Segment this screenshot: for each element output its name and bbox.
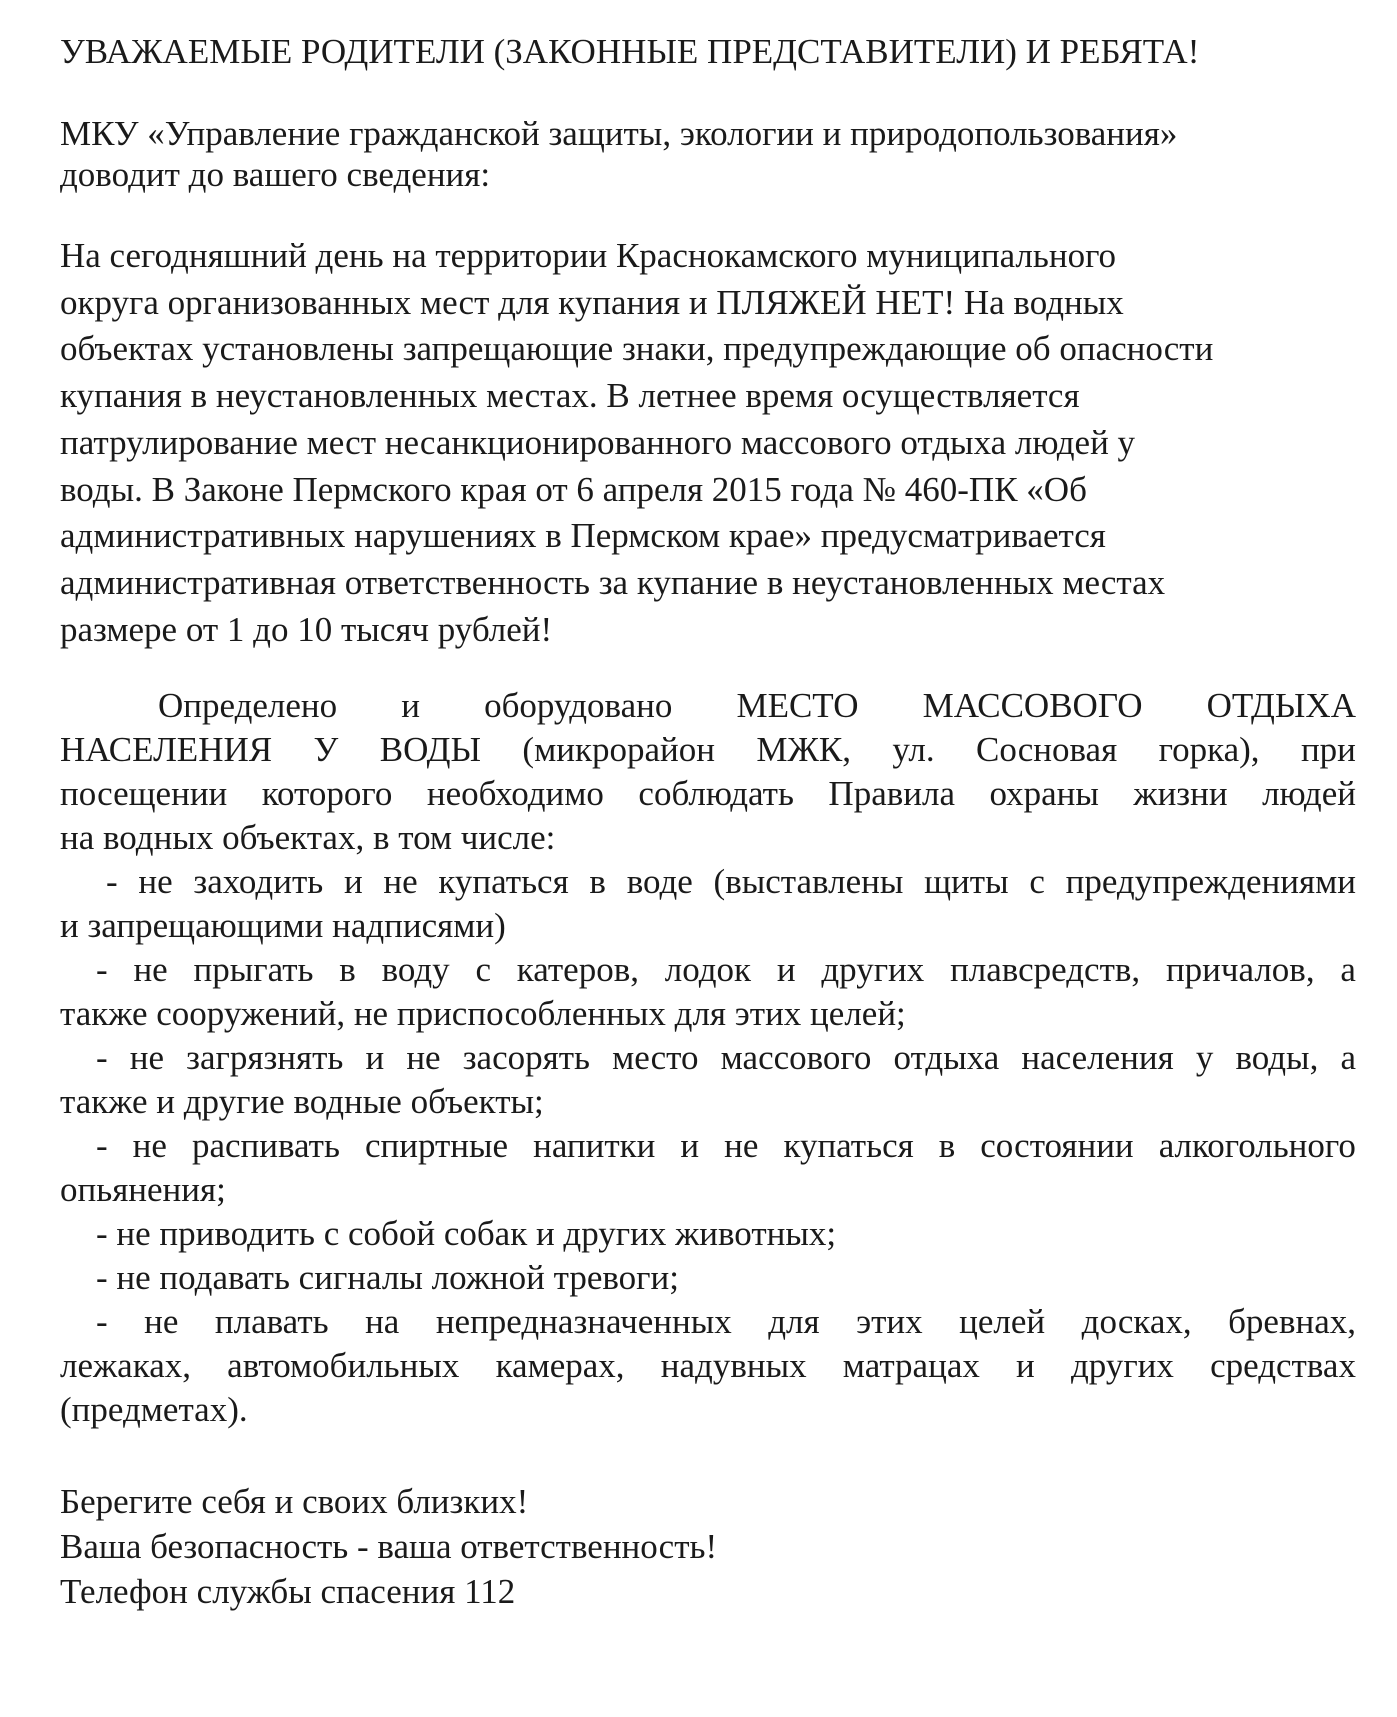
main-paragraph-line: купания в неустановленных местах. В летнее время осуществляется bbox=[60, 376, 1080, 415]
word: надувных bbox=[660, 1346, 807, 1385]
word: МЖК, bbox=[756, 730, 851, 769]
word: и bbox=[680, 1126, 700, 1165]
word: охраны bbox=[989, 774, 1099, 813]
closing-line: Телефон службы спасения 112 bbox=[60, 1572, 516, 1611]
word: для bbox=[768, 1302, 820, 1341]
word: ОТДЫХА bbox=[1206, 686, 1356, 725]
word: щиты bbox=[924, 862, 1009, 901]
word: и bbox=[401, 686, 420, 725]
word: засорять bbox=[462, 1038, 590, 1077]
rule-item-line bbox=[60, 1346, 1356, 1386]
word: состоянии bbox=[980, 1126, 1134, 1165]
word: при bbox=[1300, 730, 1356, 769]
closing-line: Ваша безопасность - ваша ответственность! bbox=[60, 1527, 718, 1566]
word: других bbox=[1070, 1346, 1174, 1385]
word: соблюдать bbox=[638, 774, 794, 813]
word: У bbox=[313, 730, 339, 769]
word: алкогольного bbox=[1158, 1126, 1356, 1165]
word: с bbox=[475, 950, 491, 989]
word: других bbox=[821, 950, 925, 989]
word: предупреждениями bbox=[1065, 862, 1356, 901]
word: не bbox=[132, 1126, 167, 1165]
word: напитки bbox=[533, 1126, 656, 1165]
intro-line: МКУ «Управление гражданской защиты, экологии и природопользования» bbox=[60, 114, 1178, 153]
word: этих bbox=[856, 1302, 923, 1341]
intro-line: доводит до вашего сведения: bbox=[60, 155, 491, 194]
word: не bbox=[406, 1038, 441, 1077]
word: массового bbox=[720, 1038, 872, 1077]
word: МЕСТО bbox=[736, 686, 859, 725]
word: а bbox=[1340, 1038, 1356, 1077]
rule-item-line bbox=[60, 862, 1356, 902]
word: лодок bbox=[664, 950, 752, 989]
word: жизни bbox=[1133, 774, 1228, 813]
word: прыгать bbox=[193, 950, 314, 989]
word: которого bbox=[261, 774, 393, 813]
word: лежаках, bbox=[60, 1346, 191, 1385]
word: заходить bbox=[193, 862, 324, 901]
rule-item-line bbox=[60, 950, 1356, 990]
word: - bbox=[96, 1126, 108, 1165]
word: воду bbox=[381, 950, 450, 989]
word: не bbox=[144, 1302, 179, 1341]
word: целей bbox=[959, 1302, 1046, 1341]
place-paragraph-line bbox=[60, 774, 1356, 814]
rule-item-line: (предметах). bbox=[60, 1390, 248, 1429]
rule-item-line bbox=[60, 1302, 1356, 1342]
word: (выставлены bbox=[713, 862, 904, 901]
word: средствах bbox=[1210, 1346, 1356, 1385]
word: и bbox=[1016, 1346, 1035, 1385]
main-paragraph-line: размере от 1 до 10 тысяч рублей! bbox=[60, 610, 553, 649]
word: Правила bbox=[828, 774, 955, 813]
document-heading: УВАЖАЕМЫЕ РОДИТЕЛИ (ЗАКОННЫЕ ПРЕДСТАВИТЕЛИ) И РЕБЯТА! bbox=[60, 32, 1200, 71]
word: купаться bbox=[438, 862, 569, 901]
word: воде bbox=[626, 862, 693, 901]
word: Определено bbox=[158, 686, 338, 725]
word: плавсредств, bbox=[950, 950, 1141, 989]
word: горка), bbox=[1158, 730, 1260, 769]
word: с bbox=[1029, 862, 1045, 901]
main-paragraph-line: административных нарушениях в Пермском крае» предусматривается bbox=[60, 516, 1106, 555]
word: не bbox=[129, 1038, 165, 1077]
word: людей bbox=[1262, 774, 1356, 813]
main-paragraph-line: На сегодняшний день на территории Краснокамского муниципального bbox=[60, 236, 1117, 275]
closing-line: Берегите себя и своих близких! bbox=[60, 1482, 529, 1521]
word: не bbox=[138, 862, 173, 901]
word: в bbox=[938, 1126, 956, 1165]
rule-item-line: - не подавать сигналы ложной тревоги; bbox=[96, 1258, 679, 1297]
main-paragraph-line: округа организованных мест для купания и ПЛЯЖЕЙ НЕТ! На водных bbox=[60, 283, 1124, 322]
word: купаться bbox=[783, 1126, 914, 1165]
word: причалов, bbox=[1165, 950, 1315, 989]
word: а bbox=[1340, 950, 1356, 989]
word: и bbox=[776, 950, 796, 989]
word: посещении bbox=[60, 774, 228, 813]
word: - bbox=[96, 1038, 108, 1077]
word: населения bbox=[1021, 1038, 1174, 1077]
rule-item-line: опьянения; bbox=[60, 1170, 226, 1209]
word: непредназначенных bbox=[435, 1302, 732, 1341]
word: необходимо bbox=[426, 774, 604, 813]
word: распивать bbox=[191, 1126, 340, 1165]
rule-item-line: также и другие водные объекты; bbox=[60, 1082, 544, 1121]
word: плавать bbox=[214, 1302, 329, 1341]
word: у bbox=[1195, 1038, 1214, 1077]
word: НАСЕЛЕНИЯ bbox=[60, 730, 273, 769]
rule-item-line bbox=[60, 1126, 1356, 1166]
word: воды, bbox=[1235, 1038, 1319, 1077]
word: отдыха bbox=[893, 1038, 1000, 1077]
word: камерах, bbox=[495, 1346, 625, 1385]
rule-item-line bbox=[60, 1038, 1356, 1078]
word: МАССОВОГО bbox=[922, 686, 1143, 725]
word: на bbox=[365, 1302, 400, 1341]
word: матрацах bbox=[842, 1346, 980, 1385]
main-paragraph-line: объектах установлены запрещающие знаки, предупреждающие об опасности bbox=[60, 329, 1214, 368]
word: бревнах, bbox=[1228, 1302, 1356, 1341]
word: в bbox=[589, 862, 606, 901]
word: не bbox=[724, 1126, 759, 1165]
word: место bbox=[612, 1038, 699, 1077]
word: не bbox=[383, 862, 418, 901]
place-paragraph-line bbox=[60, 686, 1356, 726]
word: в bbox=[339, 950, 356, 989]
main-paragraph-line: административная ответственность за купание в неустановленных местах bbox=[60, 563, 1166, 602]
word: ул. bbox=[892, 730, 935, 769]
word: (микрорайон bbox=[522, 730, 715, 769]
word: катеров, bbox=[516, 950, 639, 989]
main-paragraph-line: воды. В Законе Пермского края от 6 апреля 2015 года № 460-ПК «Об bbox=[60, 470, 1087, 509]
word: автомобильных bbox=[227, 1346, 460, 1385]
place-paragraph-line bbox=[60, 730, 1356, 770]
main-paragraph-line: патрулирование мест несанкционированного массового отдыха людей у bbox=[60, 423, 1136, 462]
rule-item-line: - не приводить с собой собак и других животных; bbox=[96, 1214, 837, 1253]
word: не bbox=[133, 950, 168, 989]
place-paragraph-line: на водных объектах, в том числе: bbox=[60, 818, 556, 857]
word: - bbox=[96, 1302, 108, 1341]
word: досках, bbox=[1081, 1302, 1192, 1341]
rule-item-line: и запрещающими надписями) bbox=[60, 906, 506, 945]
word: Сосновая bbox=[976, 730, 1118, 769]
word: оборудовано bbox=[484, 686, 673, 725]
word: спиртные bbox=[364, 1126, 509, 1165]
word: и bbox=[343, 862, 363, 901]
word: и bbox=[365, 1038, 385, 1077]
rule-item-line: также сооружений, не приспособленных для этих целей; bbox=[60, 994, 906, 1033]
word: загрязнять bbox=[186, 1038, 344, 1077]
word: - bbox=[106, 862, 118, 901]
word: - bbox=[96, 950, 108, 989]
word: ВОДЫ bbox=[379, 730, 481, 769]
